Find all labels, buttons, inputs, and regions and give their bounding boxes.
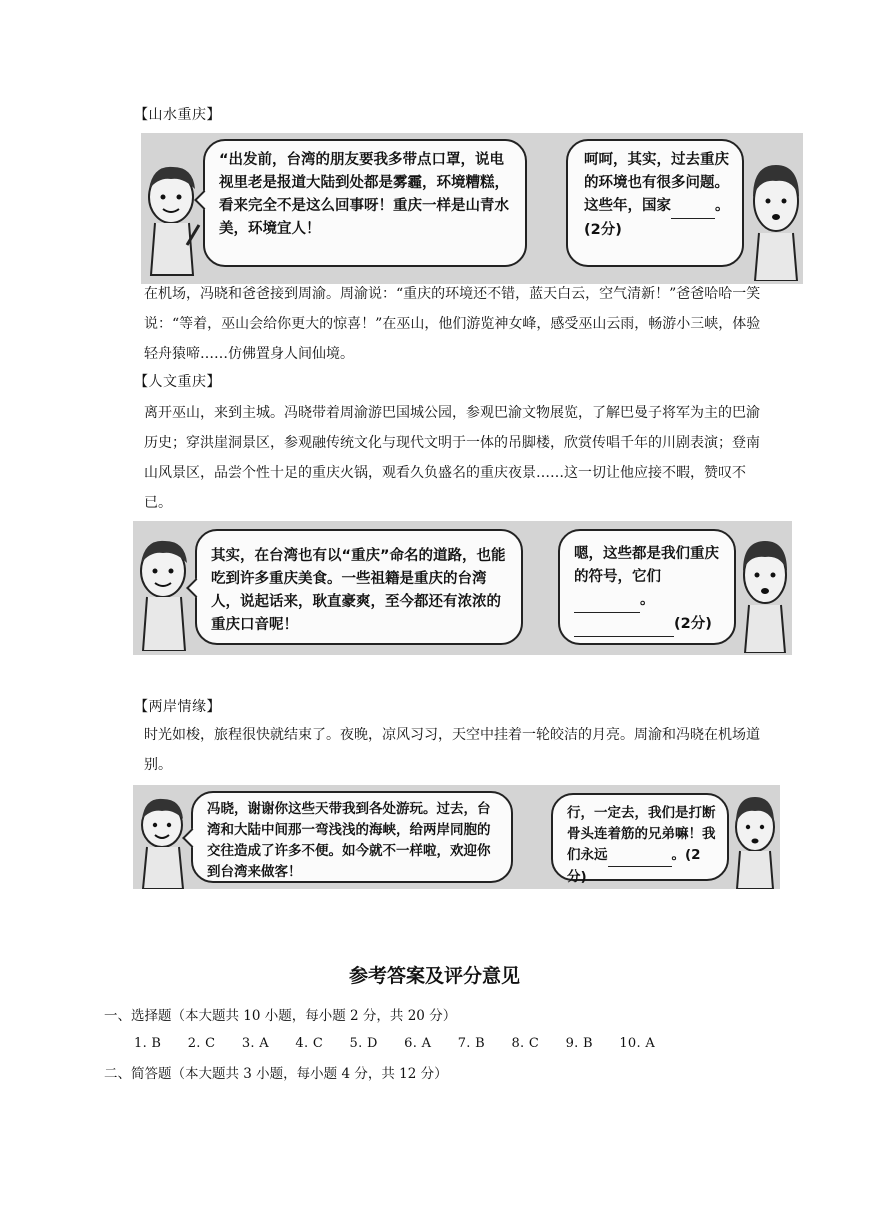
answer-item: 8. C [511, 1036, 540, 1051]
paragraph-shanshui: 在机场，冯晓和爸爸接到周渝。周渝说：“重庆的环境还不错，蓝天白云，空气清新！”爸爸哈哈一笑说：“等着，巫山会给你更大的惊喜！”在巫山，他们游览神女峰，感受巫山云雨，畅游小三峡，体验轻舟猿啼……仿佛置身人间仙境。 [144, 286, 761, 362]
answers-choice-row [134, 1036, 677, 1051]
answer-item: 2. C [187, 1036, 216, 1051]
answer-item: 10. A [619, 1036, 656, 1051]
paragraph-liangan: 时光如梭，旅程很快就结束了。夜晚，凉风习习，天空中挂着一轮皎洁的月亮。周渝和冯晓在机场道别。 [144, 727, 760, 773]
answer-item: 4. C [295, 1036, 324, 1051]
bubble-text: 呵呵，其实，过去重庆的环境也有很多问题。这些年，国家 [584, 152, 729, 214]
answer-blank [671, 195, 715, 219]
speech-bubble-left-1 [203, 139, 527, 267]
answer-blank [574, 613, 674, 637]
boy-cartoon-icon [143, 155, 201, 277]
section-heading-liangan: 【两岸情缘】 [134, 699, 221, 715]
girl-cartoon-icon [739, 529, 791, 653]
speech-bubble-right-3 [551, 793, 729, 885]
answer-blank [608, 845, 672, 867]
answer-item: 7. B [457, 1036, 486, 1051]
comic-strip-2 [133, 521, 792, 655]
speech-bubble-right-1 [566, 139, 744, 267]
bubble-text: 。(2分) [584, 198, 730, 238]
girl-cartoon-icon [749, 151, 803, 281]
comic-strip-3 [133, 785, 780, 889]
comic-strip-1 [141, 133, 803, 284]
answers-part2-heading: 二、简答题（本大题共 3 小题，每小题 4 分，共 12 分） [104, 1066, 448, 1082]
bubble-text: 其实，在台湾也有以“重庆”命名的道路，也能吃到许多重庆美食。一些祖籍是重庆的台湾人，说起话来，耿直豪爽，至今都还有浓浓的重庆口音呢！ [211, 548, 506, 633]
speech-bubble-left-3 [191, 791, 513, 883]
bubble-text: 嗯，这些都是我们重庆的符号，它们 [574, 546, 719, 585]
speech-bubble-right-2 [558, 529, 736, 645]
bubble-text: 。(2分) [567, 847, 701, 885]
answer-item: 1. B [134, 1036, 162, 1051]
answer-item: 9. B [565, 1036, 593, 1051]
boy-cartoon-icon [135, 791, 189, 889]
section-heading-shanshui: 【山水重庆】 [134, 107, 221, 123]
answer-item: 6. A [404, 1036, 432, 1051]
answer-blank [574, 589, 640, 613]
section-heading-renwen: 【人文重庆】 [134, 374, 221, 390]
girl-cartoon-icon [731, 789, 779, 889]
answers-title: 参考答案及评分意见 [348, 965, 520, 987]
answers-part1-heading: 一、选择题（本大题共 10 小题，每小题 2 分，共 20 分） [104, 1008, 457, 1024]
answer-item: 3. A [241, 1036, 269, 1051]
bubble-text: 行，一定去，我们是打断骨头连着筋的兄弟嘛！我们永远 [567, 805, 716, 863]
speech-bubble-left-2 [195, 529, 523, 645]
bubble-text: “出发前，台湾的朋友要我多带点口罩，说电视里老是报道大陆到处都是雾霾，环境糟糕，看来完全不是这么回事呀！重庆一样是山青水美，环境宜人！ [219, 152, 509, 237]
paragraph-renwen: 离开巫山，来到主城。冯晓带着周渝游巴国城公园，参观巴渝文物展览，了解巴曼子将军为主的巴渝历史；穿洪崖洞景区，参观融传统文化与现代文明于一体的吊脚楼，欣赏传唱千年的川剧表演；登南山风景区，品尝个性十足的重庆火锅，观看久负盛名的重庆夜景……这一切让他应接不暇，赞叹不已。 [144, 405, 760, 511]
bubble-text: (2分) [674, 616, 712, 632]
bubble-text: 冯晓，谢谢你这些天带我到各处游玩。过去，台湾和大陆中间那一弯浅浅的海峡，给两岸同胞的交往造成了许多不便。如今就不一样啦，欢迎你到台湾来做客！ [207, 801, 491, 880]
boy-cartoon-icon [135, 531, 191, 651]
answer-item: 5. D [349, 1036, 378, 1051]
bubble-text: 。 [640, 592, 655, 608]
